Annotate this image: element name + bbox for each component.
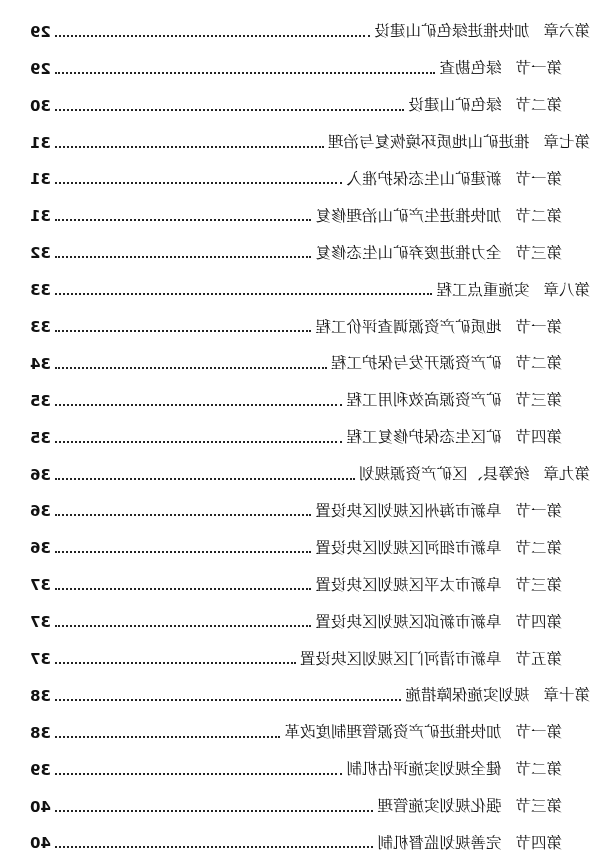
toc-entry-title: 阜新市细河区规划区块设置 <box>315 538 502 557</box>
toc-page-number: 31 <box>30 207 51 226</box>
toc-leader-dots <box>55 146 324 148</box>
toc-leader-dots <box>55 846 374 848</box>
toc-entry-label <box>377 833 562 852</box>
toc-entry-label <box>331 356 562 372</box>
toc-entry[interactable] <box>30 187 590 224</box>
toc-entry-label <box>315 575 562 594</box>
toc-entry-title: 阜新市新邱区规划区块设置 <box>315 612 502 631</box>
toc-entry[interactable] <box>30 372 590 409</box>
toc-entry-label <box>436 280 590 299</box>
toc-leader-dots <box>55 588 312 590</box>
toc-entry-title: 阜新市太平区规划区块设置 <box>315 575 502 594</box>
toc-entry-number: 第九章 <box>543 465 590 484</box>
toc-page-number: 38 <box>30 686 51 705</box>
toc-entry-label <box>405 688 590 704</box>
toc-entry[interactable] <box>30 593 590 630</box>
toc-leader-dots <box>55 182 343 184</box>
toc-entry[interactable] <box>30 409 590 446</box>
toc-entry-number: 第五节 <box>515 649 562 668</box>
toc-entry-number: 第七章 <box>543 133 590 152</box>
toc-leader-dots <box>55 478 355 480</box>
toc-page-number: 36 <box>30 502 51 521</box>
toc-entry-title: 加快推进矿产资源管理制度改革 <box>284 723 502 742</box>
toc-leader-dots <box>55 736 281 738</box>
toc-entry-number: 第四节 <box>515 833 562 852</box>
toc-entry[interactable] <box>30 77 590 114</box>
toc-entry[interactable] <box>30 741 590 778</box>
toc-entry[interactable] <box>30 483 590 520</box>
toc-page-number: 36 <box>30 465 51 484</box>
toc-entry-title: 加快推进绿色矿山建设 <box>374 22 530 41</box>
toc-entry[interactable] <box>30 3 590 40</box>
toc-entry-number: 第三节 <box>515 575 562 594</box>
toc-entry-label <box>315 243 562 262</box>
toc-entry[interactable] <box>30 224 590 261</box>
toc-leader-dots <box>55 219 312 221</box>
toc-entry-number: 第一节 <box>515 169 562 188</box>
toc-leader-dots <box>55 625 312 627</box>
toc-entry-label <box>377 799 562 815</box>
toc-entry[interactable] <box>30 519 590 556</box>
toc-entry-number: 第一节 <box>515 317 562 336</box>
toc-entry[interactable] <box>30 704 590 741</box>
toc-entry-number: 第一节 <box>515 59 562 78</box>
toc-entry-title: 矿产资源高效利用工程 <box>346 391 502 410</box>
toc-entry-label <box>315 612 562 631</box>
toc-entry-label <box>346 393 562 409</box>
toc-entry-label <box>315 317 562 336</box>
toc-leader-dots <box>55 293 433 295</box>
toc-leader-dots <box>55 35 371 37</box>
toc-page-number: 40 <box>30 797 51 816</box>
toc-entry-number: 第三节 <box>515 243 562 262</box>
toc-entry-number: 第二节 <box>515 354 562 373</box>
toc-entry-number: 第十章 <box>543 686 590 705</box>
toc-entry-title: 阜新市海州区规划区块设置 <box>315 501 502 520</box>
toc-leader-dots <box>55 773 343 775</box>
toc-entry-title: 矿区生态保护修复工程 <box>346 428 502 447</box>
toc-entry[interactable] <box>30 446 590 483</box>
toc-entry-title: 实施重点工程 <box>436 280 530 299</box>
toc-entry-title: 绿色矿山建设 <box>408 96 502 115</box>
toc-entry-title: 健全规划实施评估机制 <box>346 760 502 779</box>
toc-page-number: 37 <box>30 650 51 669</box>
toc-entry-title: 新建矿山生态保护准入 <box>346 169 502 188</box>
toc-entry-label <box>408 98 562 114</box>
toc-leader-dots <box>55 72 436 74</box>
toc-entry-title: 地质矿产资源调查评价工程 <box>315 317 502 336</box>
toc-entry-number: 第八章 <box>543 280 590 299</box>
toc-entry-label <box>346 169 562 188</box>
toc-entry-label <box>315 538 562 557</box>
toc-entry-label <box>439 61 562 77</box>
toc-entry-label <box>346 430 562 446</box>
toc-leader-dots <box>55 699 402 701</box>
toc-entry-title: 统筹县、区矿产资源规划 <box>358 465 530 484</box>
toc-entry[interactable] <box>30 335 590 372</box>
toc-entry[interactable] <box>30 40 590 77</box>
toc-entry-title: 阜新市清河门区规划区块设置 <box>299 649 502 668</box>
toc-entry-title: 加快推进生产矿山治理修复 <box>315 206 502 225</box>
table-of-contents <box>30 3 590 851</box>
toc-page-number: 33 <box>30 318 51 337</box>
toc-page-number: 35 <box>30 391 51 410</box>
toc-entry-title: 规划实施保障措施 <box>405 686 530 705</box>
toc-page-number: 30 <box>30 96 51 115</box>
toc-entry-title: 矿产资源开发与保护工程 <box>330 354 502 373</box>
toc-page-number: 31 <box>30 170 51 189</box>
toc-page-number: 33 <box>30 281 51 300</box>
toc-entry-label <box>328 135 590 151</box>
toc-leader-dots <box>55 810 374 812</box>
toc-entry[interactable] <box>30 630 590 667</box>
toc-page-number: 40 <box>30 834 51 852</box>
toc-entry[interactable] <box>30 556 590 593</box>
toc-entry-number: 第四节 <box>515 428 562 447</box>
toc-page-number: 35 <box>30 428 51 447</box>
toc-page-number: 31 <box>30 133 51 152</box>
toc-entry-number: 第二节 <box>515 206 562 225</box>
toc-entry-title: 完善规划监督机制 <box>377 833 502 852</box>
toc-entry[interactable] <box>30 298 590 335</box>
toc-leader-dots <box>55 404 343 406</box>
toc-entry-number: 第六章 <box>543 22 590 41</box>
toc-entry[interactable] <box>30 114 590 151</box>
toc-entry[interactable] <box>30 261 590 298</box>
toc-page-number: 39 <box>30 760 51 779</box>
toc-page-number: 29 <box>30 22 51 41</box>
toc-entry-number: 第一节 <box>515 723 562 742</box>
toc-page-number: 38 <box>30 723 51 742</box>
toc-entry-number: 第二节 <box>515 760 562 779</box>
toc-page-number: 37 <box>30 576 51 595</box>
toc-leader-dots <box>55 662 296 664</box>
toc-leader-dots <box>55 551 312 553</box>
toc-entry-title: 推进矿山地质环境恢复与治理 <box>327 133 530 152</box>
toc-entry-label <box>374 24 590 40</box>
toc-leader-dots <box>55 367 327 369</box>
toc-entry-number: 第三节 <box>515 391 562 410</box>
toc-page-number: 32 <box>30 244 51 263</box>
toc-entry-label <box>315 206 562 225</box>
toc-entry-title: 强化规划实施管理 <box>377 797 502 816</box>
toc-page-number: 29 <box>30 59 51 78</box>
toc-entry-number: 第二节 <box>515 538 562 557</box>
toc-entry-number: 第三节 <box>515 797 562 816</box>
toc-entry-number: 第二节 <box>515 96 562 115</box>
toc-entry[interactable] <box>30 667 590 704</box>
toc-leader-dots <box>55 109 405 111</box>
toc-entry-label <box>315 501 562 520</box>
toc-entry[interactable] <box>30 151 590 188</box>
toc-leader-dots <box>55 514 312 516</box>
toc-leader-dots <box>55 441 343 443</box>
toc-entry-title: 绿色勘查 <box>439 59 502 78</box>
toc-entry-label <box>284 725 562 741</box>
toc-entry-number: 第一节 <box>515 501 562 520</box>
toc-entry-title: 全力推进废弃矿山生态修复 <box>315 243 502 262</box>
toc-page-number: 34 <box>30 354 51 373</box>
toc-entry[interactable] <box>30 778 590 815</box>
toc-entry[interactable] <box>30 815 590 852</box>
toc-page-number: 37 <box>30 613 51 632</box>
toc-entry-label <box>346 762 562 778</box>
toc-entry-label <box>299 649 562 668</box>
toc-entry-number: 第四节 <box>515 612 562 631</box>
toc-entry-label <box>359 467 590 483</box>
toc-page-number: 36 <box>30 539 51 558</box>
toc-leader-dots <box>55 256 312 258</box>
toc-leader-dots <box>55 330 312 332</box>
